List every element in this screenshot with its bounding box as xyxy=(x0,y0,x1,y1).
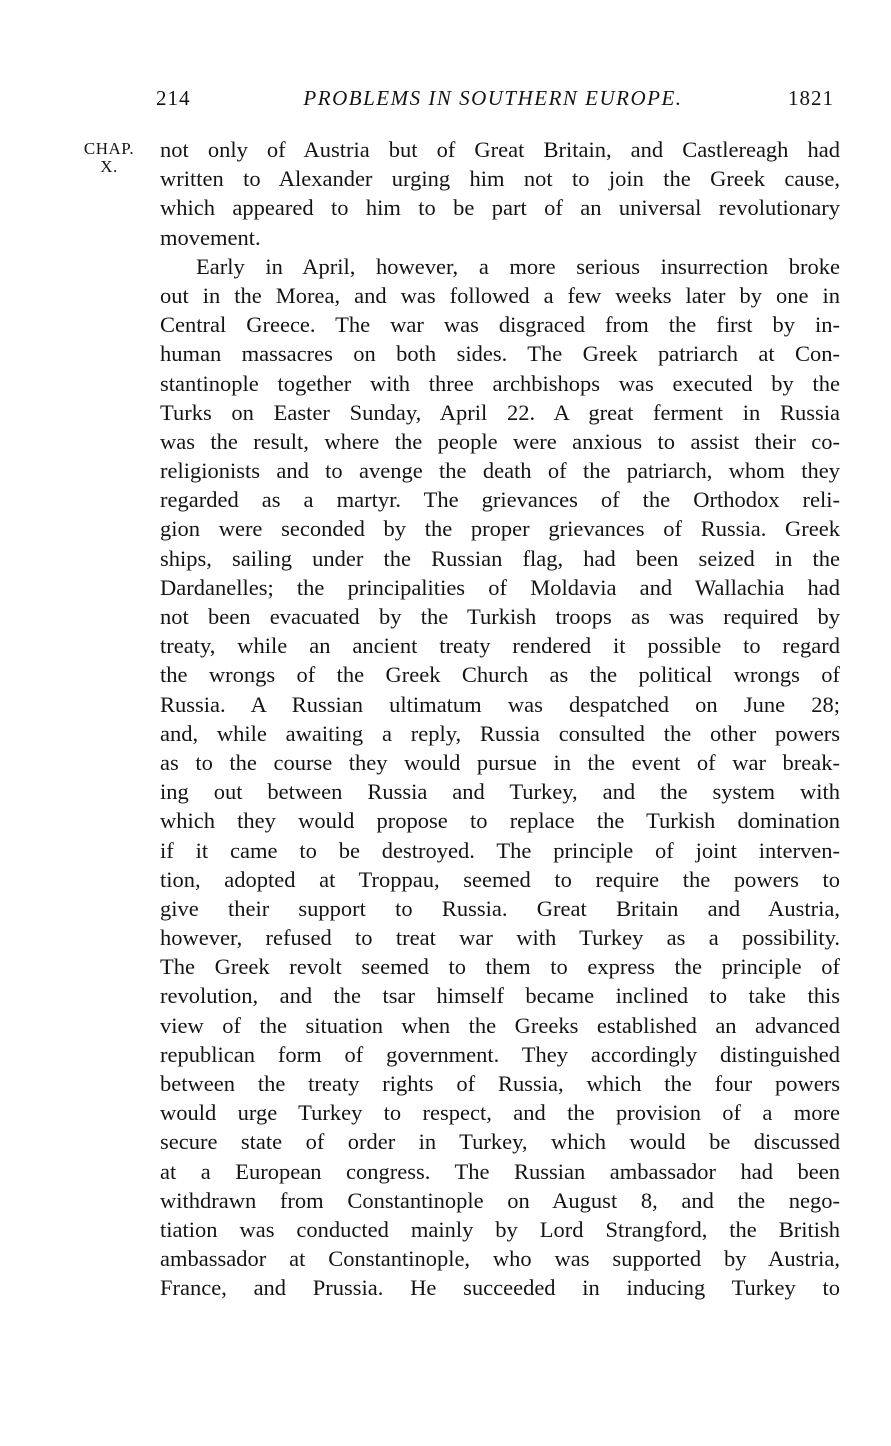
text-line: republican form of government. They accordingly distinguished xyxy=(160,1041,840,1067)
text-line: not been evacuated by the Turkish troops as was required by xyxy=(160,604,840,629)
text-line: ing out between Russia and Turkey, and the system with xyxy=(160,779,840,805)
chapter-number: X. xyxy=(100,157,118,176)
text-line: The Greek revolt seemed to them to express the principle of xyxy=(160,954,840,980)
page-number: 214 xyxy=(156,86,191,110)
text-line: not only of Austria but of Great Britain, and Castlereagh had xyxy=(160,137,840,162)
text-line: religionists and to avenge the death of the patriarch, whom they xyxy=(160,458,840,484)
text-line: human massacres on both sides. The Greek patriarch at Con- xyxy=(160,341,840,367)
text-line: which appeared to him to be part of an universal revolutionary xyxy=(160,195,840,221)
text-line: out in the Morea, and was followed a few weeks later by one in xyxy=(160,282,840,308)
text-line: the wrongs of the Greek Church as the political wrongs of xyxy=(160,662,840,688)
text-line: Turks on Easter Sunday, April 22. A great ferment in Russia xyxy=(160,399,840,425)
text-line: regarded as a martyr. The grievances of the Orthodox reli- xyxy=(160,487,840,513)
text-line: gion were seconded by the proper grievances of Russia. Greek xyxy=(160,516,840,542)
text-line: if it came to be destroyed. The principle of joint interven- xyxy=(160,837,840,863)
chapter-marker xyxy=(74,140,144,176)
text-line: France, and Prussia. He succeeded in inducing Turkey to xyxy=(160,1275,840,1301)
text-line: treaty, while an ancient treaty rendered it possible to regard xyxy=(160,633,840,659)
chapter-label: CHAP. xyxy=(83,139,135,158)
text-line: Early in April, however, a more serious insurrection broke xyxy=(196,253,840,279)
text-line: Central Greece. The war was disgraced from the first by in- xyxy=(160,312,840,338)
text-line: ships, sailing under the Russian flag, had been seized in the xyxy=(160,545,840,571)
text-line: secure state of order in Turkey, which would be discussed xyxy=(160,1129,840,1155)
running-year: 1821 xyxy=(788,86,834,110)
text-line: give their support to Russia. Great Britain and Austria, xyxy=(160,895,840,921)
paragraph xyxy=(160,135,840,252)
running-title: PROBLEMS IN SOUTHERN EUROPE. xyxy=(303,86,683,110)
text-line: between the treaty rights of Russia, which the four powers xyxy=(160,1071,840,1096)
text-line: stantinople together with three archbishops was executed by the xyxy=(160,370,840,396)
text-line: Russia. A Russian ultimatum was despatched on June 28; xyxy=(160,691,840,717)
text-line: would urge Turkey to respect, and the provision of a more xyxy=(160,1100,840,1126)
text-line: as to the course they would pursue in the event of war break- xyxy=(160,749,840,775)
body-text xyxy=(160,135,840,1303)
text-line: however, refused to treat war with Turkey as a possibility. xyxy=(160,925,840,951)
text-line: withdrawn from Constantinople on August 8, and the nego- xyxy=(160,1187,840,1213)
text-line: written to Alexander urging him not to join the Greek cause, xyxy=(160,166,840,192)
text-line: revolution, and the tsar himself became inclined to take this xyxy=(160,983,840,1009)
text-line: ambassador at Constantinople, who was supported by Austria, xyxy=(160,1246,840,1272)
text-line: movement. xyxy=(160,224,261,250)
text-line: tion, adopted at Troppau, seemed to require the powers to xyxy=(160,866,840,892)
text-line: and, while awaiting a reply, Russia consulted the other powers xyxy=(160,720,840,746)
running-head xyxy=(148,86,838,116)
text-line: at a European congress. The Russian ambassador had been xyxy=(160,1158,840,1184)
text-line: was the result, where the people were anxious to assist their co- xyxy=(160,428,840,454)
text-line: tiation was conducted mainly by Lord Strangford, the British xyxy=(160,1216,840,1242)
text-line: view of the situation when the Greeks established an advanced xyxy=(160,1012,840,1038)
text-line: which they would propose to replace the Turkish domination xyxy=(160,808,840,834)
paragraph xyxy=(160,252,840,1303)
text-line: Dardanelles; the principalities of Moldavia and Wallachia had xyxy=(160,574,840,600)
